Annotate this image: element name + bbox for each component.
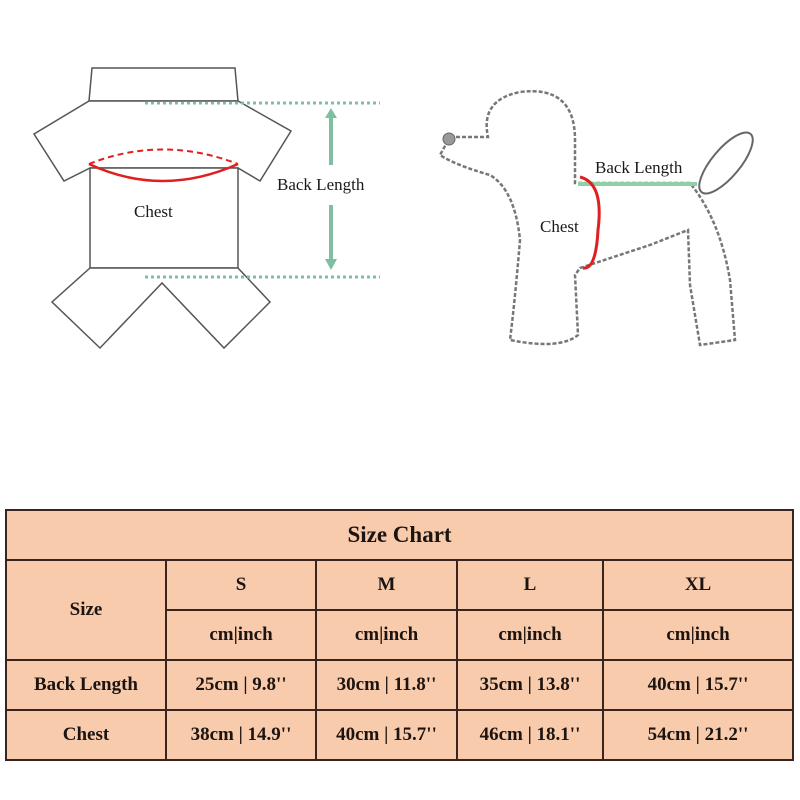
row-label-back-length: Back Length — [6, 660, 166, 710]
cell-back-length-s: 25cm | 9.8'' — [166, 660, 316, 710]
size-m: M — [316, 560, 457, 610]
cell-chest-xl: 54cm | 21.2'' — [603, 710, 793, 760]
dog-diagram — [420, 80, 800, 370]
garment-back-length-label: Back Length — [277, 175, 365, 194]
garment-outline-icon — [0, 55, 400, 355]
table-title-row — [6, 510, 793, 560]
cell-back-length-m: 30cm | 11.8'' — [316, 660, 457, 710]
size-s: S — [166, 560, 316, 610]
cell-chest-l: 46cm | 18.1'' — [457, 710, 603, 760]
dog-outline-icon — [420, 80, 800, 370]
size-chart-table — [5, 509, 794, 761]
table-row — [6, 660, 793, 710]
cell-back-length-l: 35cm | 13.8'' — [457, 660, 603, 710]
table-title: Size Chart — [6, 510, 793, 560]
table-row — [6, 710, 793, 760]
size-l: L — [457, 560, 603, 610]
dog-chest-label: Chest — [540, 217, 579, 236]
cell-back-length-xl: 40cm | 15.7'' — [603, 660, 793, 710]
unit-m: cm|inch — [316, 610, 457, 660]
cell-chest-m: 40cm | 15.7'' — [316, 710, 457, 760]
row-header-size: Size — [6, 560, 166, 660]
unit-s: cm|inch — [166, 610, 316, 660]
unit-xl: cm|inch — [603, 610, 793, 660]
garment-diagram — [0, 55, 400, 355]
garment-chest-label: Chest — [134, 202, 173, 221]
row-label-chest: Chest — [6, 710, 166, 760]
unit-l: cm|inch — [457, 610, 603, 660]
cell-chest-s: 38cm | 14.9'' — [166, 710, 316, 760]
table-size-row — [6, 560, 793, 610]
dog-back-length-label: Back Length — [595, 158, 683, 177]
size-xl: XL — [603, 560, 793, 610]
